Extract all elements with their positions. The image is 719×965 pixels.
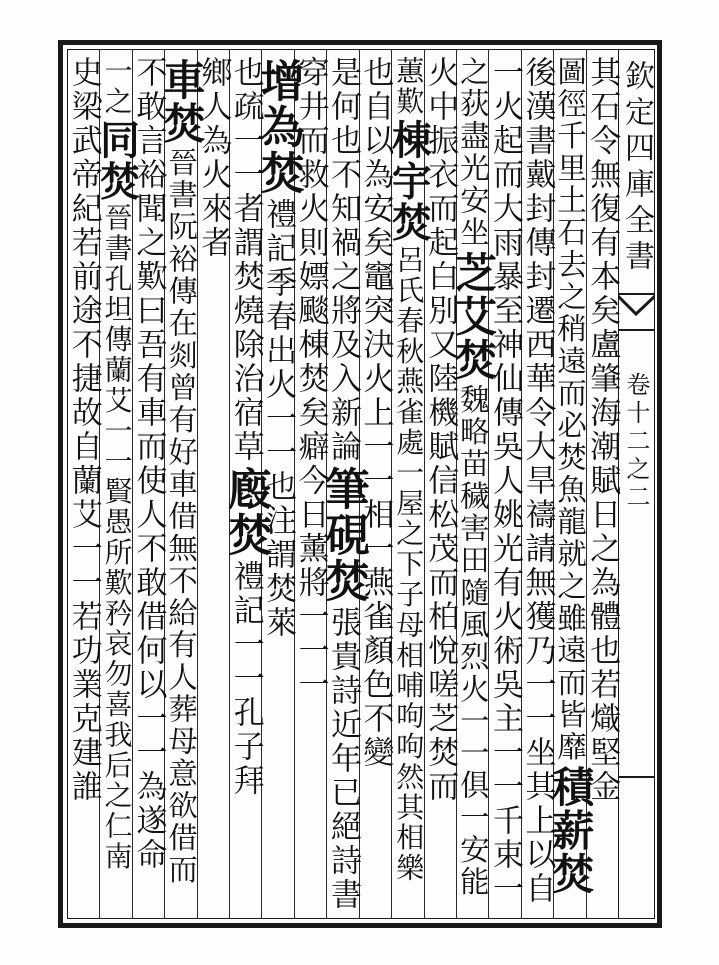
entry-heading: 芝艾焚 bbox=[448, 250, 498, 382]
body-text: 鄉人為火來者 bbox=[195, 56, 232, 260]
body-text: 晉書阮裕傳在剡曾有好車借無不給有人葬母意欲借而 bbox=[164, 147, 199, 887]
entry-heading: 增為焚 bbox=[252, 58, 304, 196]
text-col-5 bbox=[448, 56, 498, 912]
body-text: 張貴詩近年已絕詩書 bbox=[324, 606, 361, 912]
text-col-2 bbox=[545, 56, 595, 912]
body-text: 晉書孔坦傳蘭艾一一賢愚所歎矜哀勿喜我后之仁南 bbox=[99, 203, 133, 873]
entry-heading: 棟宇焚 bbox=[385, 118, 432, 243]
body-text: 史梁武帝紀若前途不捷故自蘭艾一一若功業克建誰 bbox=[65, 56, 102, 804]
entry-heading: 廏焚 bbox=[220, 466, 272, 558]
body-text: 呂氏春秋燕雀處一屋之下子母相哺呴呴然其相樂 bbox=[391, 244, 425, 884]
text-col-4 bbox=[487, 56, 524, 912]
body-text: 火中振衣而起 bbox=[422, 56, 459, 260]
text-col-3 bbox=[519, 56, 556, 912]
text-col-9 bbox=[317, 56, 369, 912]
body-text: 禮記季春出火一一也注謂焚萊 bbox=[260, 198, 297, 640]
entry-heading: 車焚 bbox=[156, 58, 206, 146]
text-col-17 bbox=[65, 56, 102, 912]
body-text: 穿井而救火則嫖颷棟焚矣 bbox=[292, 56, 329, 430]
body-text: 也自以為安矣竈突決火上一一相一燕雀顏色不變 bbox=[357, 56, 394, 770]
text-col-14 bbox=[156, 56, 206, 912]
body-text: 白別又陸機賦信松茂而柏悅嗟芝焚而 bbox=[422, 260, 459, 804]
text-col-7 bbox=[385, 56, 432, 912]
body-text: 禮記一一孔子拜 bbox=[227, 560, 264, 798]
body-text: 蕙歎 bbox=[391, 56, 425, 117]
text-col-12 bbox=[220, 56, 272, 912]
body-text: 後漢書戴封傳封遷西華令大旱禱請無獲乃一一坐其上以自 bbox=[519, 56, 556, 906]
body-text: 不敢言裕聞之歎曰吾有車而使人不敢借何以一一為遂命 bbox=[130, 56, 167, 872]
body-text: 一火起而大雨暴至神仙傳吳人姚光有火術吳主一一千束一 bbox=[487, 56, 524, 906]
body-text: 之荻盡光安坐 bbox=[455, 56, 490, 249]
margin-series-title: 欽定四庫全書 bbox=[619, 60, 654, 276]
body-text: 癖今日薰將一一一 bbox=[292, 430, 329, 702]
entry-heading: 同焚 bbox=[93, 118, 140, 202]
text-col-16 bbox=[93, 56, 140, 912]
body-text: 是何也不知禍之將及入新論 bbox=[324, 56, 361, 464]
lower-fish-tail-ornament-icon bbox=[618, 775, 655, 795]
body-text: 圖徑千里土石去之稍遠而必焚魚龍就之雖遠而皆靡 bbox=[553, 56, 588, 764]
body-text: 一之 bbox=[99, 56, 133, 117]
margin-volume-label: 卷十二之二 bbox=[622, 372, 650, 512]
fish-tail-ornament-icon bbox=[618, 292, 655, 332]
body-text: 其石令無復有本矣盧肇海潮賦日之為體也若熾堅金 bbox=[584, 56, 621, 804]
entry-heading: 積薪焚 bbox=[545, 765, 595, 897]
body-text: 魏略苗穢害田隨風烈火一一俱一安能 bbox=[455, 383, 490, 899]
text-col-13 bbox=[195, 56, 232, 912]
body-text: 也疏一一者謂焚燒除治宿草 bbox=[227, 56, 264, 464]
entry-heading: 筆硯焚 bbox=[317, 466, 369, 604]
